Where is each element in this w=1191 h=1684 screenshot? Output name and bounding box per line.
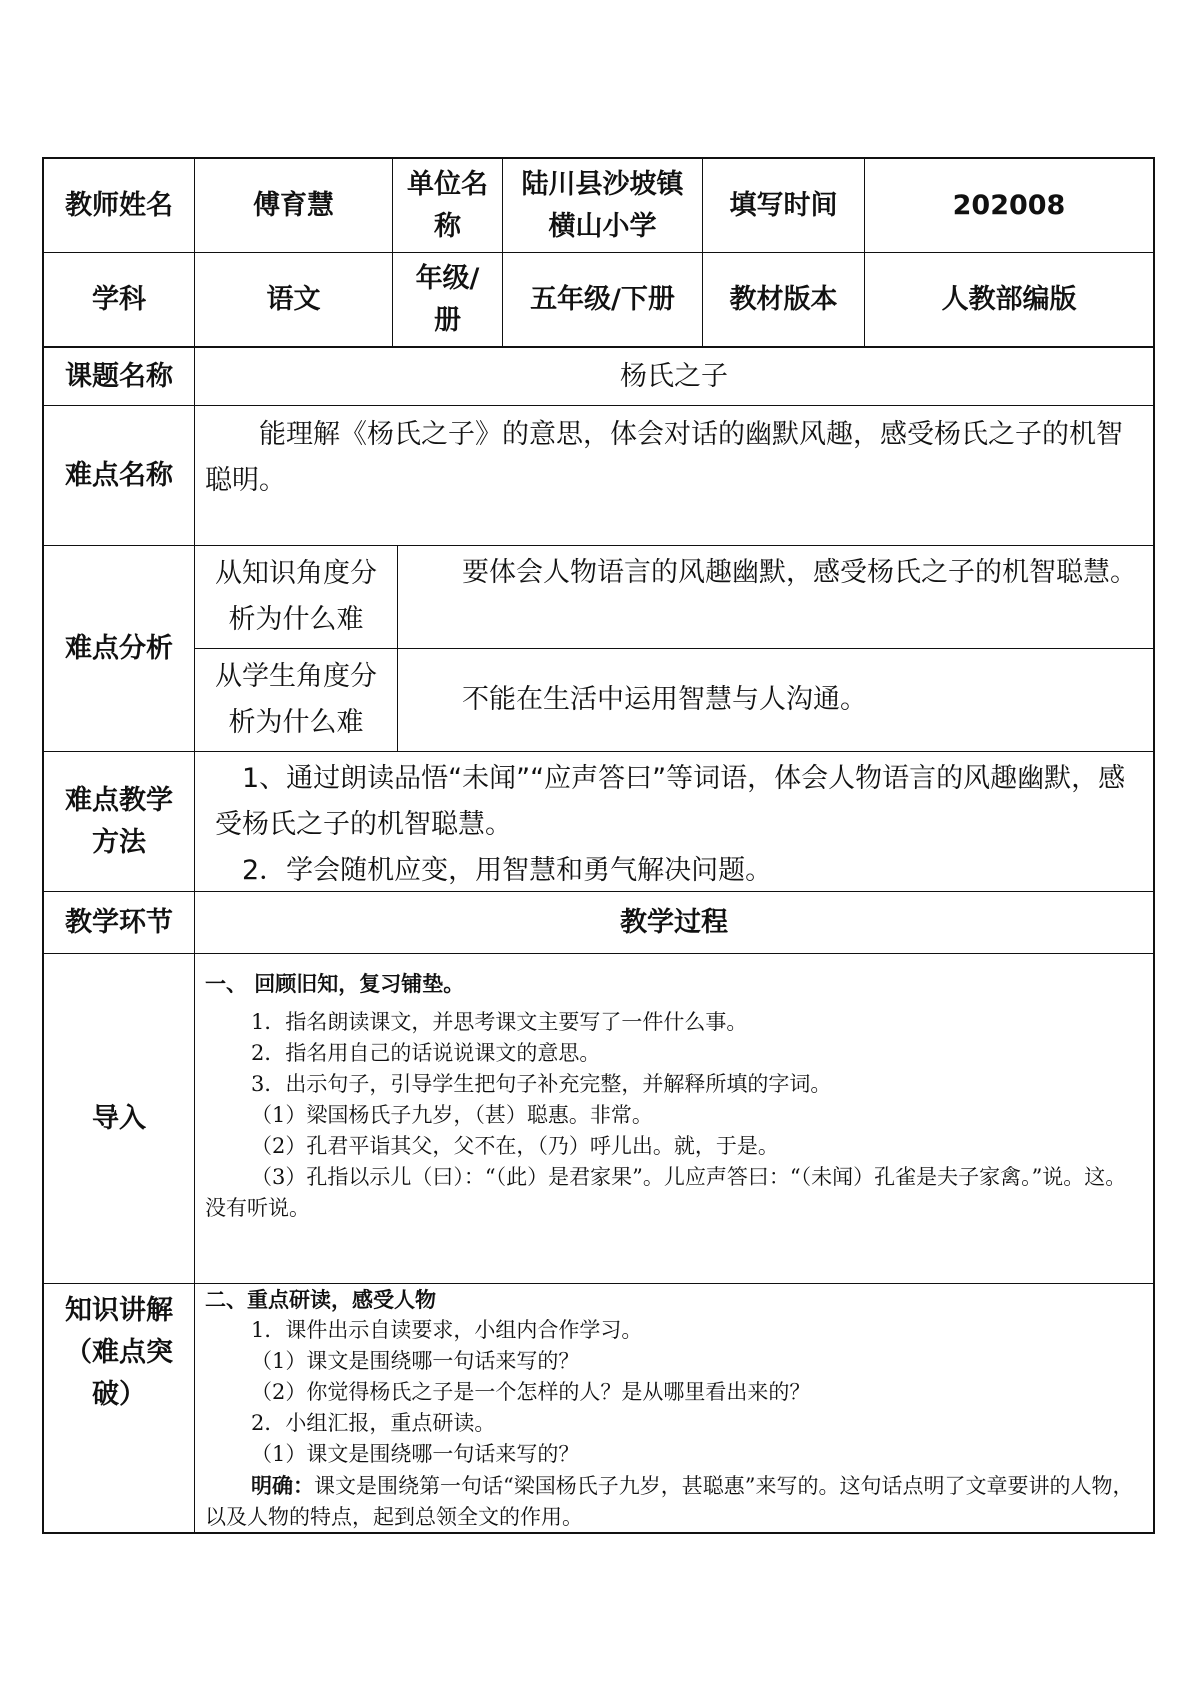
subject-label: 学科 bbox=[44, 253, 195, 346]
edition-value: 人教部编版 bbox=[941, 283, 1077, 315]
analysis-knowledge-row bbox=[195, 546, 1153, 649]
knowledge-line: 2．小组汇报，重点研读。 bbox=[251, 1411, 496, 1435]
intro-row bbox=[44, 954, 1153, 1284]
process-title: 教学过程 bbox=[620, 906, 728, 938]
clarify-text: 课文是围绕第一句话“梁国杨氏子九岁，甚聪惠”来写的。这句话点明了文章要讲的人物，以及人物的特点，起到总领全文的作用。 bbox=[205, 1474, 1134, 1529]
knowledge-heading: 二、重点研读，感受人物 bbox=[205, 1287, 436, 1312]
method-text-cell bbox=[195, 752, 1153, 891]
knowledge-line: （1）课文是围绕哪一句话来写的？ bbox=[251, 1349, 580, 1373]
teacher-name: 傅育慧 bbox=[195, 159, 393, 252]
difficulty-label: 难点名称 bbox=[44, 406, 195, 545]
date-value: 202008 bbox=[952, 189, 1066, 221]
topic-label: 课题名称 bbox=[44, 348, 195, 405]
unit-name bbox=[503, 159, 703, 252]
analysis-body bbox=[195, 546, 1153, 751]
clarify-label: 明确： bbox=[251, 1473, 314, 1498]
intro-line: 2．指名用自己的话说说课文的意思。 bbox=[251, 1041, 601, 1065]
knowledge-content bbox=[195, 1284, 1153, 1532]
unit-label-line2: 称 bbox=[434, 210, 461, 242]
process-stage-label: 教学环节 bbox=[44, 892, 195, 953]
knowledge-clarify bbox=[205, 1470, 1143, 1533]
date-label: 填写时间 bbox=[703, 159, 865, 252]
analysis-student-text-cell bbox=[398, 649, 1153, 751]
teacher-label: 教师姓名 bbox=[44, 159, 195, 252]
intro-line: （3）孔指以示儿（曰）：“（此）是君家果”。儿应声答曰：“（未闻）孔雀是夫子家禽。”说。这。没有听说。 bbox=[205, 1165, 1127, 1220]
intro-content bbox=[195, 954, 1153, 1283]
difficulty-text-cell bbox=[195, 406, 1153, 545]
analysis-label: 难点分析 bbox=[44, 546, 195, 751]
topic-row bbox=[44, 347, 1153, 406]
header-row-2 bbox=[44, 253, 1153, 347]
analysis-student-row bbox=[195, 649, 1153, 751]
unit-label-line1: 单位名 bbox=[407, 168, 488, 200]
unit-name-line1: 陆川县沙坡镇 bbox=[521, 168, 684, 200]
subject-value: 语文 bbox=[195, 253, 393, 346]
analysis-knowledge-text: 要体会人物语言的风趣幽默，感受杨氏之子的机智聪慧。 bbox=[408, 557, 1137, 588]
intro-label: 导入 bbox=[44, 954, 195, 1283]
knowledge-line: （2）你觉得杨氏之子是一个怎样的人？是从哪里看出来的？ bbox=[251, 1380, 811, 1404]
analysis-knowledge-text-cell bbox=[398, 546, 1153, 648]
analysis-student-label: 从学生角度分析为什么难 bbox=[195, 649, 398, 751]
intro-line: 3．出示句子，引导学生把句子补充完整，并解释所填的字词。 bbox=[251, 1072, 832, 1096]
grade-label-line2: 册 bbox=[434, 304, 461, 336]
header-row-1 bbox=[44, 159, 1153, 253]
grade-label bbox=[393, 253, 503, 346]
intro-line: 1．指名朗读课文，并思考课文主要写了一件什么事。 bbox=[251, 1010, 748, 1034]
analysis-knowledge-label: 从知识角度分析为什么难 bbox=[195, 546, 398, 648]
method-line-2: 2．学会随机应变，用智慧和勇气解决问题。 bbox=[215, 855, 773, 886]
difficulty-row bbox=[44, 406, 1153, 546]
knowledge-line: （1）课文是围绕哪一句话来写的？ bbox=[251, 1442, 580, 1466]
process-header-row bbox=[44, 892, 1153, 954]
intro-line: （1）梁国杨氏子九岁，（甚）聪惠。非常。 bbox=[251, 1103, 653, 1127]
topic-value: 杨氏之子 bbox=[620, 360, 728, 392]
method-label: 难点教学方法 bbox=[44, 752, 195, 891]
intro-heading: 一、 回顾旧知，复习铺垫。 bbox=[205, 971, 465, 996]
knowledge-row bbox=[44, 1284, 1153, 1532]
method-row bbox=[44, 752, 1153, 892]
difficulty-text: 能理解《杨氏之子》的意思，体会对话的幽默风趣，感受杨氏之子的机智聪明。 bbox=[205, 419, 1123, 496]
unit-name-line2: 横山小学 bbox=[548, 210, 657, 242]
analysis-student-text: 不能在生活中运用智慧与人沟通。 bbox=[408, 684, 867, 715]
lesson-plan-table bbox=[42, 157, 1155, 1534]
edition-label: 教材版本 bbox=[703, 253, 865, 346]
unit-label bbox=[393, 159, 503, 252]
knowledge-label: 知识讲解（难点突破） bbox=[44, 1284, 195, 1532]
method-line-1: 1、通过朗读品悟“未闻”“应声答曰”等词语，体会人物语言的风趣幽默，感受杨氏之子的机智聪慧。 bbox=[215, 763, 1126, 840]
grade-label-line1: 年级/ bbox=[415, 262, 480, 294]
analysis-row bbox=[44, 546, 1153, 752]
grade-value: 五年级/下册 bbox=[503, 253, 703, 346]
intro-line: （2）孔君平诣其父，父不在，（乃）呼儿出。就，于是。 bbox=[251, 1134, 779, 1158]
knowledge-line: 1．课件出示自读要求，小组内合作学习。 bbox=[251, 1318, 643, 1342]
